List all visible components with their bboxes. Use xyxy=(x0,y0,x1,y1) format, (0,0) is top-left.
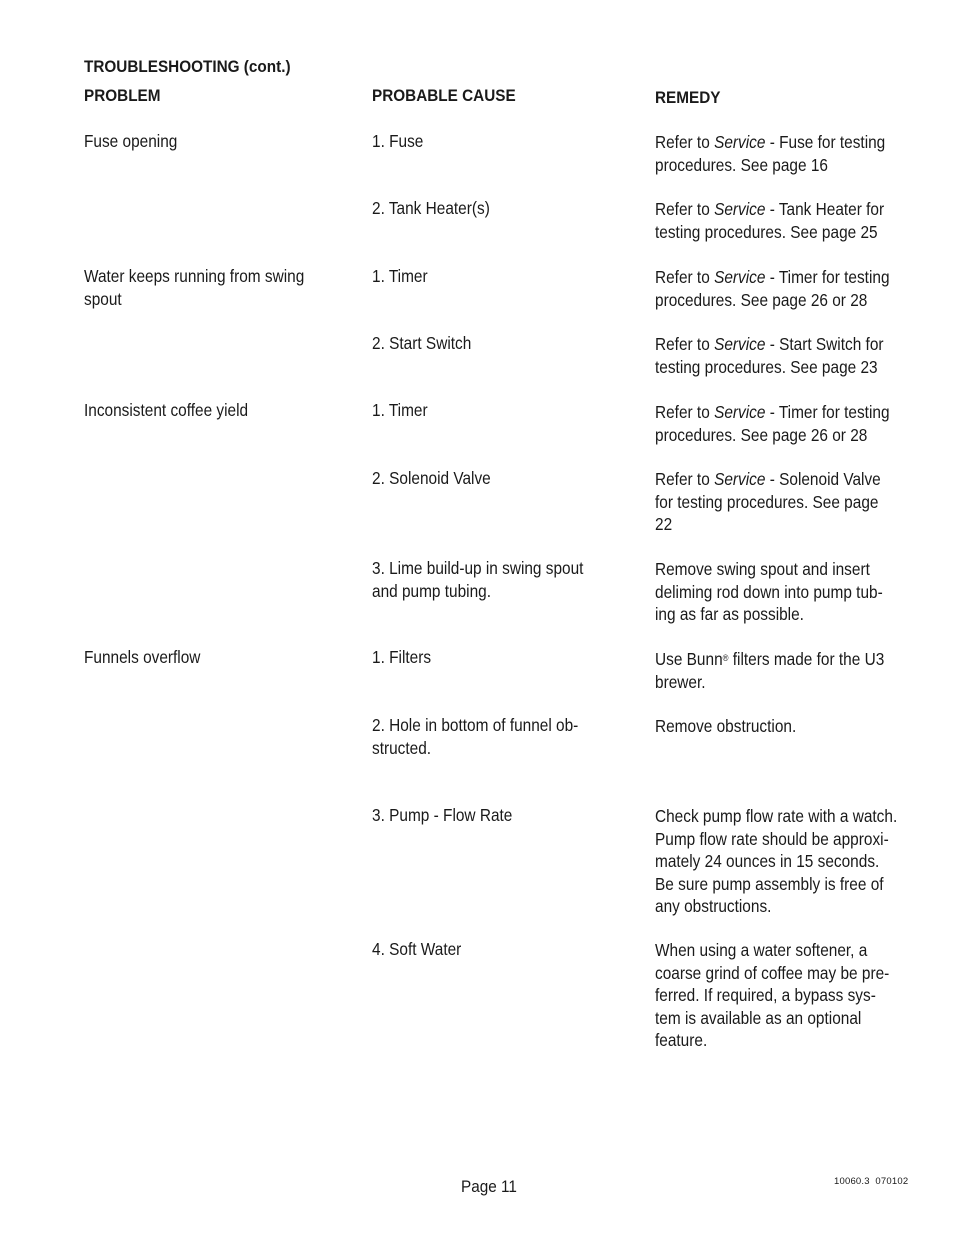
remedy-pump-flow-rate xyxy=(655,805,897,918)
cause-tank-heater xyxy=(372,197,490,220)
text-segment: any obstructions. xyxy=(655,896,772,916)
text-segment: Check pump flow rate with a watch. xyxy=(655,806,898,826)
column-header-probable-cause: PROBABLE CAUSE xyxy=(372,86,516,105)
text-segment: - Tank Heater for xyxy=(765,199,885,219)
cause-timer xyxy=(372,265,428,288)
remedy-tank-heater xyxy=(655,198,884,243)
column-header-remedy: REMEDY xyxy=(655,88,721,107)
text-segment: tem is available as an optional xyxy=(655,1007,862,1028)
text-segment: Be sure pump assembly is free of xyxy=(655,873,884,894)
problem-inconsistent-coffee-yield xyxy=(84,399,248,422)
cause-pump-flow-rate xyxy=(372,804,512,827)
text-segment: ing as far as possible. xyxy=(655,604,804,624)
cause-solenoid-valve xyxy=(372,467,491,490)
remedy-lime-build-up xyxy=(655,558,883,626)
text-segment: - Fuse for testing xyxy=(765,132,886,152)
text-segment: ferred. If required, a bypass sys- xyxy=(655,985,876,1005)
text-segment: procedures. See page 16 xyxy=(655,154,828,175)
text-segment: Refer to xyxy=(655,469,715,489)
problem-funnels-overflow xyxy=(84,646,200,669)
text-segment: Refer to xyxy=(655,334,715,354)
text-segment: Service xyxy=(714,334,766,354)
text-segment: Service xyxy=(714,199,766,219)
page-number: Page 11 xyxy=(461,1177,517,1196)
text-segment: 22 xyxy=(655,514,673,534)
text-segment: 3. Pump - Flow Rate xyxy=(372,805,513,825)
text-segment: 2. Tank Heater(s) xyxy=(372,198,490,218)
text-segment: deliming rod down into pump tub- xyxy=(655,581,883,602)
text-segment: ® xyxy=(722,653,729,663)
text-segment: When using a water softener, a xyxy=(655,940,868,960)
text-segment: Service xyxy=(714,402,766,422)
text-segment: Refer to xyxy=(655,267,715,287)
text-segment: brewer. xyxy=(655,671,706,692)
text-segment: Remove obstruction. xyxy=(655,716,797,736)
problem-fuse-opening xyxy=(84,130,177,153)
text-segment: Funnels overflow xyxy=(84,647,201,667)
remedy-timer-2 xyxy=(655,401,890,446)
text-segment: Refer to xyxy=(655,132,715,152)
problem-water-keeps-running xyxy=(84,265,304,310)
text-segment: procedures. See page 26 or 28 xyxy=(655,424,868,445)
remedy-remove-obstruction xyxy=(655,715,796,738)
remedy-solenoid-valve xyxy=(655,468,881,536)
text-segment: Water keeps running from swing xyxy=(84,266,305,286)
text-segment: Refer to xyxy=(655,199,715,219)
document-code: 10060.3 070102 xyxy=(834,1176,909,1187)
remedy-fuse xyxy=(655,131,885,176)
text-segment: 2. Solenoid Valve xyxy=(372,468,491,488)
problem-text: Fuse opening xyxy=(84,131,178,151)
text-segment: Refer to xyxy=(655,402,715,422)
page-title: TROUBLESHOOTING (cont.) xyxy=(84,57,291,76)
text-segment: Remove swing spout and insert xyxy=(655,559,870,579)
text-segment: structed. xyxy=(372,737,432,758)
text-segment: 3. Lime build-up in swing spout xyxy=(372,558,584,578)
cause-fuse xyxy=(372,130,423,153)
remedy-soft-water xyxy=(655,939,889,1052)
text-segment: testing procedures. See page 25 xyxy=(655,221,878,242)
text-segment: testing procedures. See page 23 xyxy=(655,356,878,377)
text-segment: procedures. See page 26 or 28 xyxy=(655,289,868,310)
text-segment: - Timer for testing xyxy=(765,267,890,287)
cause-filters xyxy=(372,646,431,669)
text-segment: 1. Filters xyxy=(372,647,432,667)
cause-hole-in-funnel xyxy=(372,714,578,759)
text-segment: coarse grind of coffee may be pre- xyxy=(655,962,890,983)
cause-start-switch xyxy=(372,332,471,355)
text-segment: Service xyxy=(714,132,766,152)
text-segment: Service xyxy=(714,469,766,489)
text-segment: Pump flow rate should be approxi- xyxy=(655,828,889,849)
text-segment: - Timer for testing xyxy=(765,402,890,422)
text-segment: feature. xyxy=(655,1030,708,1050)
remedy-filters xyxy=(655,648,884,693)
text-segment: Service xyxy=(714,267,766,287)
text-segment: 2. Start Switch xyxy=(372,333,472,353)
text-segment: mately 24 ounces in 15 seconds. xyxy=(655,851,880,871)
cause-lime-build-up xyxy=(372,557,583,602)
remedy-start-switch xyxy=(655,333,884,378)
remedy-timer xyxy=(655,266,890,311)
text-segment: and pump tubing. xyxy=(372,580,492,601)
text-segment: Inconsistent coffee yield xyxy=(84,400,249,420)
column-header-problem: PROBLEM xyxy=(84,86,161,105)
text-segment: spout xyxy=(84,288,122,309)
text-segment: 1. Timer xyxy=(372,266,428,286)
text-segment: 1. Timer xyxy=(372,400,428,420)
text-segment: for testing procedures. See page xyxy=(655,491,879,512)
cause-soft-water xyxy=(372,938,461,961)
text-segment: - Start Switch for xyxy=(765,334,884,354)
text-segment: filters made for the U3 xyxy=(728,649,885,669)
cause-text: 1. Fuse xyxy=(372,131,424,151)
text-segment: - Solenoid Valve xyxy=(765,469,881,489)
text-segment: 4. Soft Water xyxy=(372,939,462,959)
cause-timer-2 xyxy=(372,399,428,422)
text-segment: Use Bunn xyxy=(655,649,723,669)
text-segment: 2. Hole in bottom of funnel ob- xyxy=(372,715,579,735)
